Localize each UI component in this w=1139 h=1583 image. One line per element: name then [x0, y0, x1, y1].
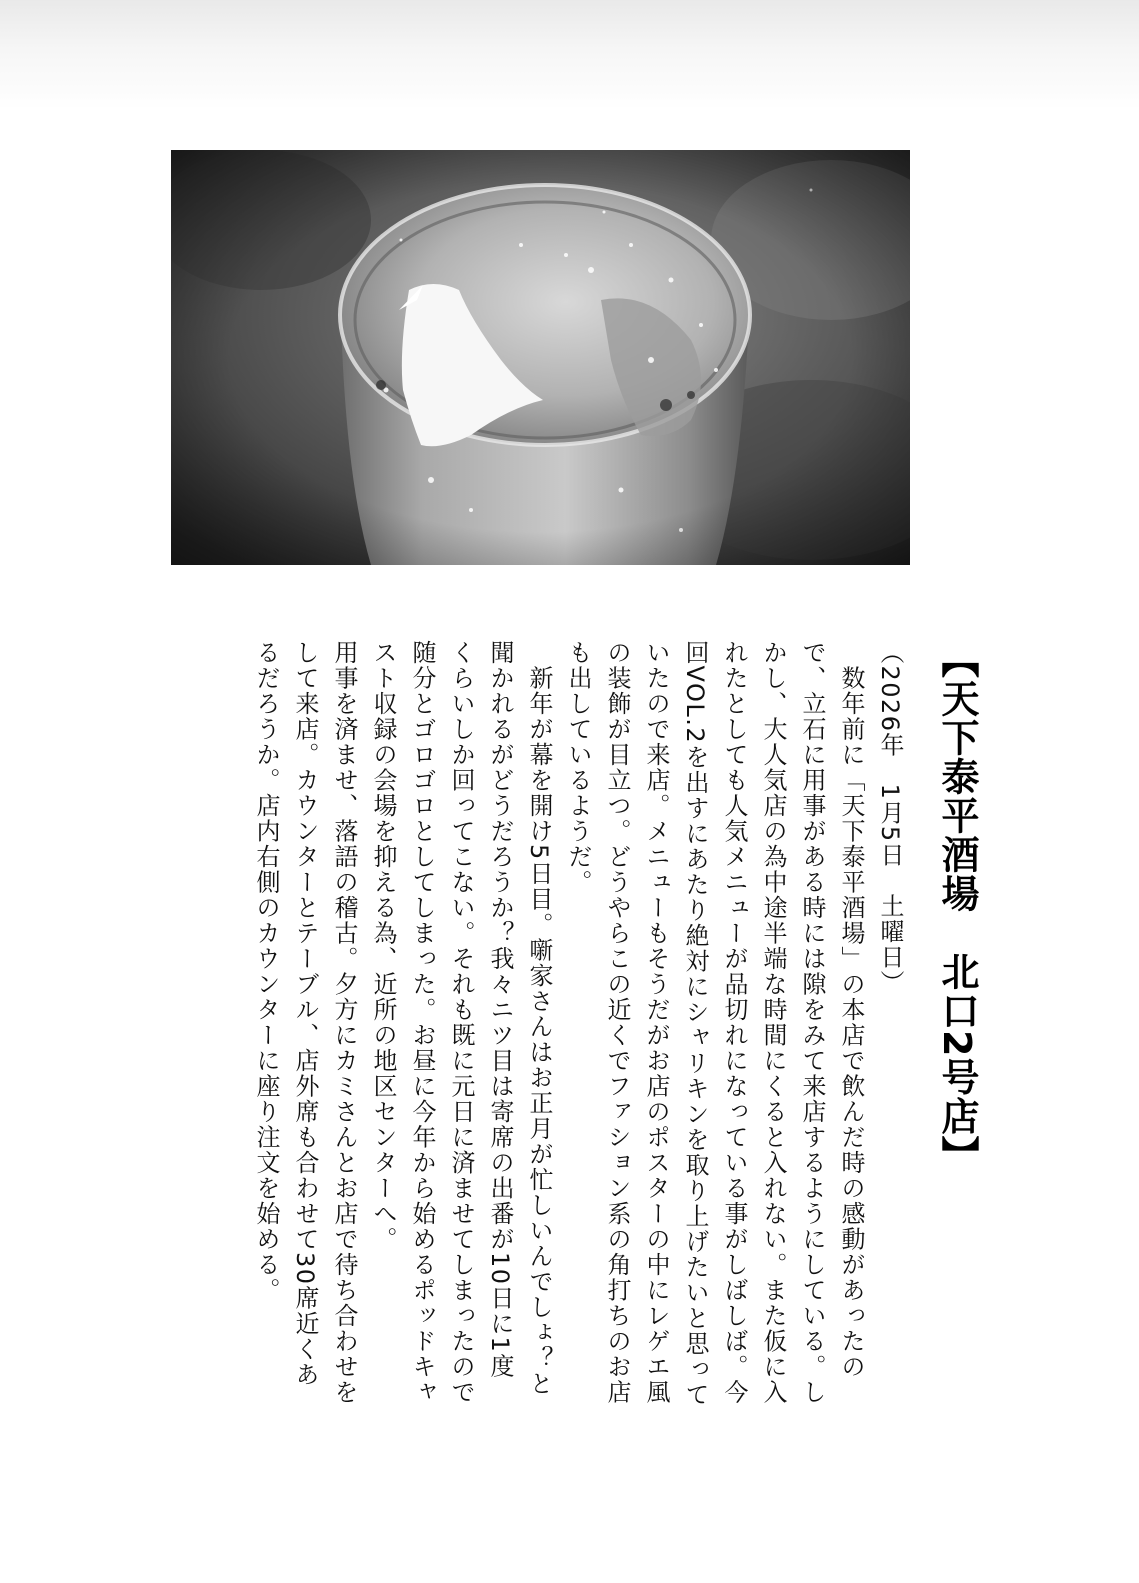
paragraph-1-line: も出しているようだ。: [564, 640, 592, 895]
paragraph-1-line: 数年前に「天下泰平酒場」の本店で飲んだ時の感動があったの: [837, 640, 865, 1380]
paragraph-2: [246, 640, 558, 1440]
page-top-shade: [0, 0, 1139, 110]
paragraph-2-line: して来店。カウンターとテーブル、店外席も合わせて30席近くあ: [291, 640, 319, 1388]
article-date: （2026年 1月5日 土曜日）: [876, 640, 904, 996]
photo-glass-with-ice: [171, 150, 910, 565]
paragraph-2-line: 用事を済ませ、落語の稽古。夕方にカミさんとお店で待ち合わせを: [330, 640, 358, 1405]
paragraph-1-line: の装飾が目立つ。どうやらこの近くでファション系の角打ちのお店: [603, 640, 631, 1405]
paragraph-1: [558, 640, 870, 1440]
paragraph-1-line: かし、大人気店の為中途半端な時間にくると入れない。また仮に入: [759, 640, 787, 1405]
paragraph-1-line: れたとしても人気メニューが品切れになっている事がしばしば。今: [720, 640, 748, 1405]
paragraph-1-line: 回VOL.2を出すにあたり絶対にシャリキンを取り上げたいと思って: [681, 640, 709, 1408]
article-heading: 【天下泰平酒場 北口2号店】: [935, 640, 979, 1175]
article-body: [205, 640, 985, 1440]
paragraph-2-line: 随分とゴロゴロとしてしまった。お昼に今年から始めるポッドキャ: [408, 640, 436, 1405]
paragraph-2-line: るだろうか。店内右側のカウンターに座り注文を始める。: [252, 640, 280, 1303]
paragraph-2-line: 聞かれるがどうだろうか？我々ニツ目は寄席の出番が10日に1度: [486, 640, 514, 1379]
paragraph-1-line: いたので来店。メニューもそうだがお店のポスターの中にレゲエ風: [642, 640, 670, 1405]
paragraph-1-line: で、立石に用事がある時には隙をみて来店するようにしている。し: [798, 640, 826, 1405]
paragraph-2-line: スト収録の会場を抑える為、近所の地区センターへ。: [369, 640, 397, 1252]
paragraph-2-line: くらいしか回ってこない。それも既に元日に済ませてしまったので: [447, 640, 475, 1405]
paragraph-2-line: 新年が幕を開け5日目。噺家さんはお正月が忙しいんでしょ？と: [525, 640, 553, 1397]
photo-illustration: [171, 150, 910, 565]
